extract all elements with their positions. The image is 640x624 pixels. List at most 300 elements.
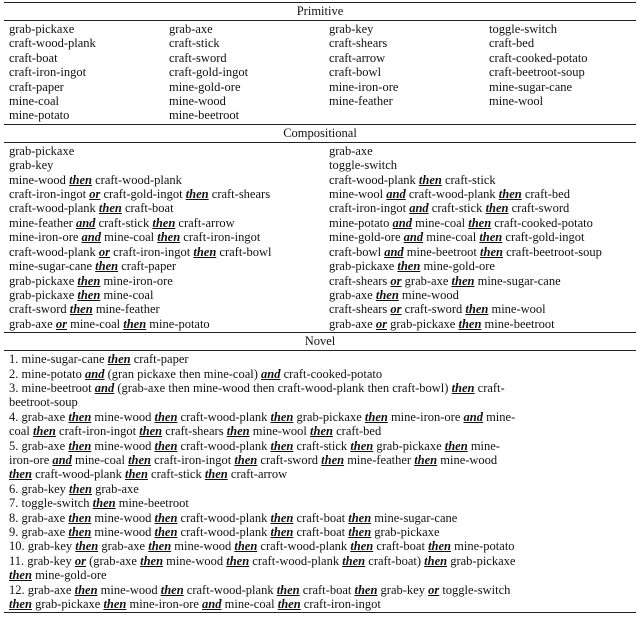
- task-text: craft-arrow: [175, 215, 235, 230]
- operator-keyword: and: [52, 452, 72, 467]
- task-text: mine-coal: [66, 316, 124, 331]
- task-text: craft-wood-plank: [177, 510, 271, 525]
- primitive-task: mine-coal: [9, 94, 59, 109]
- operator-keyword: then: [9, 568, 32, 583]
- operator-keyword: then: [234, 452, 258, 467]
- task-text: mine-iron-ore: [387, 409, 464, 424]
- task-text: craft-wood-plank: [177, 525, 271, 539]
- primitive-column: [9, 22, 169, 123]
- task-text: mine-beetroot: [481, 316, 555, 331]
- operator-keyword: then: [140, 553, 164, 568]
- task-text: mine-coal: [221, 597, 278, 612]
- primitive-task: craft-beetroot-soup: [489, 65, 585, 80]
- task-text: grab-axe: [9, 316, 56, 331]
- operator-keyword: then: [348, 525, 372, 539]
- task-text: 4. grab-axe: [9, 409, 69, 424]
- task-text: mine-: [482, 409, 516, 424]
- task-table: [4, 2, 636, 613]
- task-text: mine-iron-ore: [126, 597, 203, 612]
- novel-task-line: [9, 352, 636, 366]
- compositional-task: [329, 216, 639, 230]
- novel-task-line: [9, 597, 636, 611]
- operator-keyword: then: [270, 438, 294, 453]
- task-text: craft-sword: [508, 201, 570, 216]
- primitive-task: craft-arrow: [329, 50, 386, 65]
- operator-keyword: then: [364, 409, 388, 424]
- compositional-task: [329, 158, 639, 172]
- primitive-task: mine-gold-ore: [169, 79, 241, 94]
- operator-keyword: then: [69, 481, 92, 496]
- operator-keyword: then: [277, 597, 301, 612]
- operator-keyword: then: [69, 302, 93, 317]
- operator-keyword: then: [451, 380, 475, 395]
- operator-keyword: then: [75, 539, 99, 554]
- primitive-task: mine-beetroot: [169, 108, 240, 123]
- task-text: mine-coal: [71, 452, 129, 467]
- operator-keyword: then: [226, 553, 250, 568]
- operator-keyword: and: [409, 201, 429, 216]
- operator-keyword: and: [202, 597, 222, 612]
- compositional-task: [9, 201, 329, 215]
- task-text: mine-potato: [146, 316, 210, 331]
- operator-keyword: then: [103, 597, 127, 612]
- novel-header: Novel: [304, 334, 336, 349]
- operator-keyword: then: [498, 187, 522, 202]
- primitive-task: craft-bed: [489, 36, 535, 51]
- task-text: mine-gold-ore: [420, 259, 495, 274]
- task-text: craft-wood-plank: [92, 172, 182, 187]
- compositional-task: [9, 245, 329, 259]
- task-text: craft-wood-plank: [405, 187, 499, 202]
- operator-keyword: then: [32, 424, 56, 439]
- operator-keyword: then: [485, 201, 509, 216]
- compositional-task: [329, 288, 639, 302]
- operator-keyword: then: [123, 316, 147, 331]
- operator-keyword: then: [98, 201, 122, 216]
- operator-keyword: then: [428, 539, 452, 554]
- task-text: mine-sugar-cane: [474, 273, 561, 288]
- novel-task-line: [9, 583, 636, 597]
- novel-section: [4, 351, 636, 612]
- operator-keyword: then: [350, 539, 374, 554]
- task-text: grab-pickaxe: [386, 316, 459, 331]
- operator-keyword: then: [185, 187, 209, 202]
- task-text: craft-boat: [293, 525, 349, 539]
- operator-keyword: then: [160, 582, 184, 597]
- primitive-task: grab-axe: [169, 22, 213, 36]
- task-text: grab-pickaxe: [373, 438, 445, 453]
- operator-keyword: then: [124, 467, 148, 482]
- primitive-task: mine-potato: [9, 108, 70, 123]
- operator-keyword: then: [139, 424, 163, 439]
- primitive-task: grab-pickaxe: [9, 22, 75, 36]
- operator-keyword: then: [154, 409, 178, 424]
- task-text: coal: [9, 424, 33, 439]
- compositional-task: [9, 230, 329, 244]
- primitive-task: craft-stick: [169, 36, 220, 51]
- operator-keyword: then: [234, 539, 258, 554]
- task-text: 1. mine-sugar-cane: [9, 352, 108, 367]
- compositional-task: [329, 245, 639, 259]
- operator-keyword: then: [270, 510, 294, 525]
- operator-keyword: then: [148, 539, 172, 554]
- compositional-task: [329, 187, 639, 201]
- task-text: 11. grab-key: [9, 553, 75, 568]
- task-text: mine-beetroot: [115, 496, 189, 511]
- compositional-task: [9, 173, 329, 187]
- task-text: craft-stick: [428, 201, 486, 216]
- task-text: craft-iron-ingot: [55, 424, 140, 439]
- task-text: mine-wood: [91, 525, 155, 539]
- operator-keyword: then: [92, 496, 116, 511]
- task-text: craft-sword: [257, 452, 322, 467]
- task-text: mine-potato: [329, 215, 393, 230]
- task-text: mine-coal: [101, 230, 158, 245]
- operator-keyword: then: [444, 438, 468, 453]
- novel-task-line: [9, 395, 636, 409]
- task-text: mine-gold-ore: [329, 230, 404, 245]
- task-text: craft-boat: [373, 539, 429, 554]
- operator-keyword: then: [9, 467, 32, 482]
- task-text: grab-pickaxe: [9, 287, 78, 302]
- task-text: mine-wood: [163, 553, 227, 568]
- primitive-task: toggle-switch: [489, 22, 558, 36]
- novel-task-line: [9, 482, 636, 496]
- task-text: craft-stick: [441, 172, 496, 187]
- operator-keyword: and: [384, 244, 404, 259]
- novel-task-line: [9, 496, 636, 510]
- operator-keyword: then: [9, 597, 32, 612]
- task-text: craft-paper: [130, 352, 189, 367]
- task-text: mine-wool: [329, 187, 387, 202]
- primitive-column: [169, 22, 329, 123]
- operator-keyword: then: [480, 244, 503, 259]
- task-text: craft-cooked-potato: [491, 215, 593, 230]
- primitive-task: craft-gold-ingot: [169, 65, 249, 80]
- operator-keyword: then: [276, 582, 300, 597]
- operator-keyword: then: [270, 525, 294, 539]
- operator-keyword: and: [81, 230, 101, 245]
- task-text: craft-arrow: [227, 467, 288, 482]
- operator-keyword: or: [390, 302, 402, 317]
- task-text: 3. mine-beetroot: [9, 380, 95, 395]
- operator-keyword: and: [392, 215, 412, 230]
- operator-keyword: or: [89, 187, 101, 202]
- task-text: craft-: [474, 380, 505, 395]
- task-text: mine-coal: [423, 230, 480, 245]
- compositional-right-column: [329, 144, 639, 331]
- task-text: craft-wood-plank: [329, 172, 419, 187]
- compositional-task: [9, 317, 329, 331]
- task-text: mine-feather: [344, 452, 415, 467]
- task-text: mine-wood: [171, 539, 235, 554]
- compositional-task: [9, 259, 329, 273]
- operator-keyword: then: [458, 316, 482, 331]
- task-text: 10. grab-key: [9, 539, 76, 554]
- task-text: craft-wood-plank: [177, 438, 271, 453]
- operator-keyword: or: [74, 553, 86, 568]
- primitive-task: grab-key: [329, 22, 374, 36]
- task-text: craft-wood-plank: [177, 409, 271, 424]
- operator-keyword: then: [348, 510, 372, 525]
- task-text: craft-iron-ingot: [329, 201, 410, 216]
- task-text: 9. grab-axe: [9, 525, 69, 539]
- task-text: craft-iron-ingot: [300, 597, 381, 612]
- compositional-task: [329, 302, 639, 316]
- operator-keyword: then: [310, 424, 333, 439]
- operator-keyword: then: [226, 424, 250, 439]
- operator-keyword: then: [342, 553, 366, 568]
- compositional-left-column: [9, 144, 329, 331]
- task-text: craft-iron-ingot: [9, 187, 90, 202]
- operator-keyword: then: [321, 452, 345, 467]
- task-text: craft-stick: [293, 438, 351, 453]
- operator-keyword: then: [193, 244, 217, 259]
- operator-keyword: then: [95, 259, 119, 274]
- compositional-task: [329, 201, 639, 215]
- compositional-task: [9, 288, 329, 302]
- task-text: grab-axe: [329, 143, 373, 158]
- operator-keyword: then: [69, 172, 92, 187]
- task-text: mine-: [467, 438, 500, 453]
- operator-keyword: and: [261, 366, 281, 381]
- primitive-task: craft-bowl: [329, 65, 382, 80]
- novel-task-line: [9, 439, 636, 453]
- primitive-task: mine-iron-ore: [329, 79, 399, 94]
- task-text: craft-wood-plank: [31, 467, 125, 482]
- task-text: craft-wood-plank: [9, 244, 99, 259]
- bottom-rule: [4, 612, 636, 613]
- task-text: craft-wood-plank: [9, 201, 99, 216]
- task-text: mine-feather: [9, 215, 76, 230]
- operator-keyword: then: [414, 452, 438, 467]
- task-text: 6. grab-key: [9, 481, 70, 496]
- task-text: grab-axe: [329, 287, 376, 302]
- operator-keyword: then: [418, 172, 442, 187]
- operator-keyword: then: [68, 525, 92, 539]
- novel-task-line: [9, 367, 636, 381]
- primitive-section: [4, 21, 636, 124]
- operator-keyword: or: [428, 582, 440, 597]
- compositional-task: [329, 230, 639, 244]
- task-text: grab-axe: [91, 481, 139, 496]
- task-text: 8. grab-axe: [9, 510, 69, 525]
- compositional-task: [9, 216, 329, 230]
- task-text: craft-wood-plank: [257, 539, 351, 554]
- operator-keyword: then: [77, 273, 101, 288]
- task-text: grab-axe: [401, 273, 452, 288]
- primitive-column: [489, 22, 639, 123]
- operator-keyword: then: [157, 230, 181, 245]
- task-text: craft-iron-ingot: [180, 230, 261, 245]
- task-text: craft-bowl: [216, 244, 272, 259]
- task-text: mine-wood: [91, 409, 155, 424]
- compositional-section: [4, 143, 636, 332]
- operator-keyword: then: [128, 452, 152, 467]
- compositional-task: [329, 144, 639, 158]
- task-text: mine-wool: [249, 424, 311, 439]
- operator-keyword: or: [390, 273, 402, 288]
- task-text: craft-bed: [332, 424, 382, 439]
- task-text: craft-beetroot-soup: [502, 244, 602, 259]
- operator-keyword: then: [479, 230, 503, 245]
- operator-keyword: then: [468, 215, 492, 230]
- task-text: (grab-axe: [85, 553, 141, 568]
- compositional-header: Compositional: [283, 125, 357, 140]
- primitive-task: craft-shears: [329, 36, 388, 51]
- operator-keyword: then: [424, 553, 448, 568]
- primitive-task: mine-wool: [489, 94, 544, 109]
- novel-task-line: [9, 381, 636, 395]
- task-text: craft-boat: [293, 510, 349, 525]
- operator-keyword: then: [152, 215, 176, 230]
- task-text: mine-wool: [488, 302, 546, 317]
- task-text: (gran pickaxe then mine-coal): [104, 366, 262, 381]
- novel-task-line: [9, 554, 636, 568]
- task-text: craft-shears: [162, 424, 227, 439]
- task-text: craft-iron-ingot: [151, 452, 235, 467]
- task-text: grab-pickaxe: [329, 259, 398, 274]
- operator-keyword: then: [465, 302, 489, 317]
- operator-keyword: then: [270, 409, 294, 424]
- operator-keyword: then: [107, 352, 131, 367]
- task-text: mine-coal: [100, 287, 154, 302]
- task-text: craft-stick: [147, 467, 205, 482]
- operator-keyword: then: [397, 259, 421, 274]
- operator-keyword: then: [154, 510, 178, 525]
- task-text: craft-shears: [329, 273, 391, 288]
- task-text: toggle-switch: [329, 158, 398, 173]
- task-text: mine-wood: [91, 510, 155, 525]
- task-text: craft-bed: [521, 187, 570, 202]
- compositional-task: [9, 187, 329, 201]
- task-text: mine-wood: [91, 438, 155, 453]
- operator-keyword: then: [354, 582, 378, 597]
- task-text: craft-paper: [118, 259, 177, 274]
- task-text: mine-wood: [9, 172, 70, 187]
- task-text: mine-sugar-cane: [9, 259, 96, 274]
- compositional-task: [329, 259, 639, 273]
- task-text: grab-pickaxe: [31, 597, 104, 612]
- operator-keyword: then: [154, 525, 178, 539]
- task-text: mine-wood: [398, 287, 459, 302]
- compositional-task: [329, 317, 639, 331]
- task-text: mine-wood: [97, 582, 161, 597]
- task-text: craft-gold-ingot: [100, 187, 186, 202]
- operator-keyword: and: [85, 366, 105, 381]
- task-text: craft-boat: [299, 582, 355, 597]
- task-text: mine-iron-ore: [100, 273, 173, 288]
- task-text: craft-wood-plank: [249, 553, 343, 568]
- compositional-task: [9, 274, 329, 288]
- primitive-task: mine-feather: [329, 94, 393, 109]
- novel-task-line: [9, 410, 636, 424]
- task-text: craft-sword: [401, 302, 466, 317]
- novel-task-line: [9, 467, 636, 481]
- task-text: mine-beetroot: [403, 244, 481, 259]
- task-text: grab-axe: [329, 316, 376, 331]
- primitive-task: craft-wood-plank: [9, 36, 96, 51]
- task-text: mine-sugar-cane: [371, 510, 458, 525]
- task-text: grab-axe: [98, 539, 149, 554]
- task-text: iron-ore: [9, 452, 53, 467]
- task-text: mine-feather: [92, 302, 160, 317]
- operator-keyword: and: [463, 409, 483, 424]
- task-text: grab-key: [9, 158, 54, 173]
- task-text: craft-stick: [95, 215, 153, 230]
- task-text: craft-sword: [9, 302, 70, 317]
- task-text: grab-key: [377, 582, 429, 597]
- task-text: grab-pickaxe: [9, 273, 78, 288]
- task-text: craft-cooked-potato: [280, 366, 383, 381]
- operator-keyword: then: [350, 438, 374, 453]
- operator-keyword: then: [68, 409, 92, 424]
- novel-task-line: [9, 453, 636, 467]
- task-text: 2. mine-potato: [9, 366, 86, 381]
- task-text: 5. grab-axe: [9, 438, 69, 453]
- task-text: craft-shears: [208, 187, 271, 202]
- task-text: toggle-switch: [439, 582, 511, 597]
- primitive-task: craft-sword: [169, 50, 227, 65]
- operator-keyword: and: [75, 215, 96, 230]
- compositional-task: [9, 302, 329, 316]
- task-text: mine-coal: [411, 215, 469, 230]
- task-text: grab-pickaxe: [447, 553, 516, 568]
- operator-keyword: or: [375, 316, 387, 331]
- operator-keyword: then: [375, 287, 399, 302]
- primitive-task: craft-boat: [9, 50, 58, 65]
- task-text: 7. toggle-switch: [9, 496, 93, 511]
- primitive-task: craft-iron-ingot: [9, 65, 87, 80]
- primitive-task: craft-cooked-potato: [489, 50, 588, 65]
- task-text: grab-pickaxe: [9, 143, 75, 158]
- compositional-task: [329, 274, 639, 288]
- operator-keyword: then: [204, 467, 228, 482]
- task-text: (grab-axe then mine-wood then craft-wood-plank then craft-bowl): [114, 380, 452, 395]
- task-text: 12. grab-axe: [9, 582, 75, 597]
- task-text: grab-pickaxe: [371, 525, 440, 539]
- operator-keyword: then: [77, 287, 101, 302]
- task-text: craft-boat: [121, 201, 174, 216]
- compositional-task: [9, 144, 329, 158]
- operator-keyword: or: [55, 316, 67, 331]
- novel-task-line: [9, 525, 636, 539]
- task-text: beetroot-soup: [9, 395, 78, 410]
- novel-task-line: [9, 424, 636, 438]
- task-text: mine-wood: [437, 452, 498, 467]
- task-text: craft-shears: [329, 302, 391, 317]
- task-text: mine-potato: [451, 539, 515, 554]
- task-text: grab-pickaxe: [293, 409, 365, 424]
- operator-keyword: then: [74, 582, 98, 597]
- operator-keyword: and: [386, 187, 406, 202]
- operator-keyword: then: [68, 510, 92, 525]
- novel-task-line: [9, 511, 636, 525]
- operator-keyword: then: [68, 438, 92, 453]
- primitive-column: [329, 22, 489, 123]
- operator-keyword: or: [98, 244, 111, 259]
- primitive-task: mine-sugar-cane: [489, 79, 573, 94]
- primitive-task: mine-wood: [169, 94, 226, 109]
- compositional-task: [329, 173, 639, 187]
- task-text: craft-gold-ingot: [502, 230, 585, 245]
- operator-keyword: then: [451, 273, 475, 288]
- task-text: mine-iron-ore: [9, 230, 82, 245]
- task-text: craft-bowl: [329, 244, 385, 259]
- operator-keyword: then: [154, 438, 178, 453]
- task-text: craft-boat): [365, 553, 425, 568]
- primitive-task: craft-paper: [9, 79, 64, 94]
